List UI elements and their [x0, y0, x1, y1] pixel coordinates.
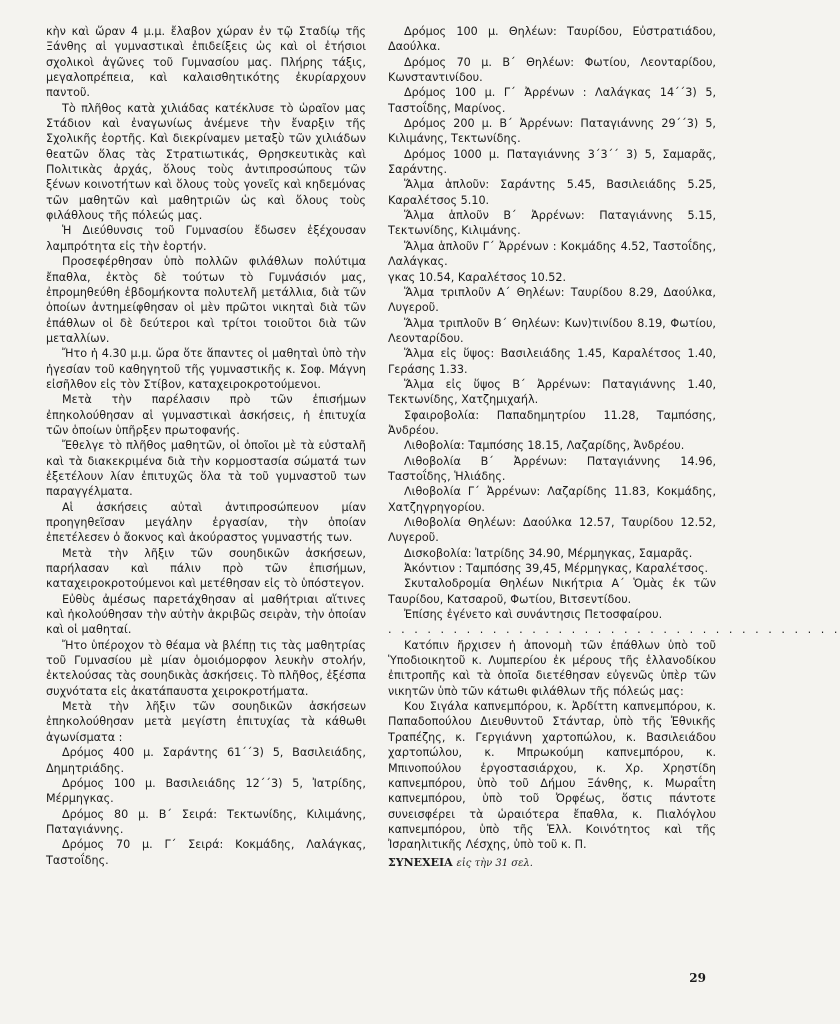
paragraph: Λιθοβολία Θηλέων: Δαούλκα 12.57, Ταυρίδου 12.52, Λυγεροῦ. — [388, 516, 716, 545]
paragraph: Κατόπιν ἤρχισεν ἡ ἀπονομὴ τῶν ἐπάθλων ὑπὸ τοῦ Ὑποδιοικητοῦ κ. Λυμπερίου ἐκ μέρους τῆς ἑλλανοδίκου ἐπιτροπῆς καὶ τὰ ὁποῖα διετέθησαν εὐγενῶς ὑπὲρ τῶν νικητῶν ὑπὸ τῶν κάτωθι φιλάθλων τῆς πόλεώς μας: — [388, 638, 716, 698]
paragraph: Δρόμος 70 μ. Β΄ Θηλέων: Φωτίου, Λεονταρίδου, Κωνσταντινίδου. — [388, 55, 716, 85]
paragraph: Ἡ Διεύθυνσις τοῦ Γυμνασίου ἔδωσεν ἐξέχουσαν λαμπρότητα εἰς τὴν ἑορτήν. — [46, 224, 366, 253]
paragraph: Ἅλμα ἁπλοῦν: Σαράντης 5.45, Βασιλειάδης 5.25, Καραλέτσος 5.10. — [388, 178, 716, 207]
paragraph: Ἔθελγε τὸ πλῆθος μαθητῶν, οἱ ὁποῖοι μὲ τὰ εὐσταλῆ καὶ τὰ διακεκριμένα διὰ τὴν κορμοστασία σώματά των ἐξετέλουν λίαν ἐπιτυχῶς ὅλα τὰ τοῦ γυμναστοῦ των παραγγέλματα. — [46, 439, 366, 499]
paragraph: Ἤτο ἡ 4.30 μ.μ. ὥρα ὅτε ἅπαντες οἱ μαθηταὶ ὑπὸ τὴν ἡγεσίαν τοῦ καθηγητοῦ τῆς γυμναστικῆς κ. Σοφ. Μάγνη εἰσῆλθον εἰς τὸν Στίβον, καταχειροκροτούμενοι. — [46, 347, 366, 391]
paragraph: Δρόμος 1000 μ. Παταγιάννης 3΄3΄΄ 3) 5, Σαμαρᾶς, Σαράντης. — [388, 147, 716, 177]
paragraph: . . . . . . . . . . . . . . . . . . . . . . . . . . . . . . . . . . . — [388, 623, 840, 637]
paragraph: Τὸ πλῆθος κατὰ χιλιάδας κατέκλυσε τὸ ὡραῖον μας Στάδιον καὶ ἐναγωνίως ἀνέμενε τὴν ἔναρξιν τῆς Σχολικῆς ἑορτῆς. Καὶ διεκρίναμεν μεταξὺ τῶν χιλιάδων θεατῶν ὅλας τὰς Στρατιωτικάς, Θρησκευτικὰς καὶ Πολιτικὰς ἀρχάς, ὅλους τοὺς ἀντιπροσώπους τῶν ξένων κοινοτήτων καὶ ὅλους τοὺς γονεῖς καὶ κηδεμόνας τῶν μαθητῶν καὶ μαθητριῶν ὡς καὶ ὅλους τοὺς φιλάθλους τῆς πόλεώς μας. — [46, 101, 366, 223]
paragraph: Λιθοβολία: Ταμπόσης 18.15, Λαζαρίδης, Ἀνδρέου. — [404, 439, 685, 453]
paragraph: γκας 10.54, Καραλέτσος 10.52. — [388, 270, 567, 284]
page-number: 29 — [689, 971, 706, 985]
paragraph: Ἅλμα τριπλοῦν Β΄ Θηλέων: Κων)τινίδου 8.19, Φωτίου, Λεονταρίδου. — [388, 316, 716, 345]
paragraph: Λιθοβολία Β΄ Ἀρρένων: Παταγιάννης 14.96, Ταστοΐδης, Ἡλιάδης. — [388, 454, 716, 483]
paragraph: Δρόμος 70 μ. Γ΄ Σειρά: Κοκμάδης, Λαλάγκας, Ταστοΐδης. — [46, 838, 366, 867]
paragraph: Ἅλμα εἰς ὕψος Β΄ Ἀρρένων: Παταγιάννης 1.40, Τεκτωνίδης, Χατζημιχαήλ. — [388, 377, 716, 407]
paragraph: Προσεφέρθησαν ὑπὸ πολλῶν φιλάθλων πολύτιμα ἔπαθλα, ἐκτὸς δὲ τούτων τὸ Γυμνάσιόν μας, ἐπρομηθεύθη ἑβδομήκοντα πολυτελῆ μετάλλια, διὰ τῶν ὁποίων ἀντημείφθησαν οἱ μὲν πρῶτοι νικηταὶ διὰ τῶν ἐπάθλων οἱ δὲ δεύτεροι καὶ τρίτοι τοιοῦτοι διὰ τῶν μεταλλίων. — [46, 255, 366, 345]
continuation-label: ΣΥΝΕΧΕΙΑ — [388, 855, 453, 869]
paragraph: Ἐπίσης ἐγένετο καὶ συνάντησις Πετοσφαίρου. — [404, 608, 663, 622]
paragraph: Αἱ ἀσκήσεις αὐταὶ ἀντιπροσώπευον μίαν προηγηθεῖσαν μεγάλην ἐργασίαν, τὴν ὁποίαν ἐπετέλεσεν ὁ ἄοκνος καὶ ἀκούραστος γυμναστής των. — [46, 500, 366, 545]
paragraph: κὴν καὶ ὥραν 4 μ.μ. ἔλαβον χώραν ἐν τῷ Σταδίῳ τῆς Ξάνθης αἱ γυμναστικαὶ ἐπιδείξεις ὡς καὶ οἱ ἐτήσιοι σχολικοὶ ἀγῶνες τοῦ Γυμνασίου μας. Πλήρης τάξις, μεγαλοπρέπεια, καὶ καλαισθητικότης ἐκυρίαρχουν παντοῦ. — [46, 25, 366, 100]
paragraph: Σκυταλοδρομία Θηλέων Νικήτρια Α΄ Ὁμὰς ἐκ τῶν Ταυρίδου, Κατσαροῦ, Φωτίου, Βιτσεντίδου. — [388, 577, 716, 606]
paragraph: Δρόμος 80 μ. Β΄ Σειρά: Τεκτωνίδης, Κιλιμάνης, Παταγιάννης. — [46, 807, 366, 836]
right-column — [388, 24, 840, 871]
paragraph: Μετὰ τὴν παρέλασιν πρὸ τῶν ἐπισήμων ἐπηκολούθησαν αἱ γυμναστικαὶ ἀσκήσεις, ἡ ἐπιτυχία τῶν ὁποίων ὑπῆρξεν πρωτοφανής. — [46, 393, 366, 437]
continuation-text: εἰς τὴν 31 σελ. — [456, 857, 533, 869]
paragraph: Δρόμος 200 μ. Β΄ Ἀρρένων: Παταγιάννης 29΄΄3) 5, Κιλιμάνης, Τεκτωνίδης. — [388, 117, 716, 146]
paragraph: Ἅλμα εἰς ὕψος: Βασιλειάδης 1.45, Καραλέτσος 1.40, Γεράσης 1.33. — [388, 347, 716, 376]
paragraph: Δρόμος 100 μ. Γ΄ Ἀρρένων : Λαλάγκας 14΄΄3) 5, Ταστοΐδης, Μαρίνος. — [388, 86, 716, 115]
paragraph: Δρόμος 100 μ. Βασιλειάδης 12΄΄3) 5, Ἰατρίδης, Μέρμηγκας. — [46, 776, 366, 806]
continuation-note — [388, 855, 716, 871]
paragraph: Εὐθὺς ἀμέσως παρετάχθησαν αἱ μαθήτριαι αἵτινες καὶ ἠκολούθησαν τὴν αὐτὴν ἀκριβῶς σειρὰν, τὴν ὁποίαν καὶ οἱ μαθηταί. — [46, 592, 366, 637]
paragraph: Ἅλμα ἁπλοῦν Γ΄ Ἀρρένων : Κοκμάδης 4.52, Ταστοΐδης, Λαλάγκας. — [388, 239, 716, 269]
paragraph: Ἀκόντιον : Ταμπόσης 39,45, Μέρμηγκας, Καραλέτσος. — [404, 562, 709, 576]
paragraph: Σφαιροβολία: Παπαδημητρίου 11.28, Ταμπόσης, Ἀνδρέου. — [388, 408, 716, 437]
paragraph: Μετὰ τὴν λῆξιν τῶν σουηδικῶν ἀσκήσεων, παρήλασαν καὶ πάλιν πρὸ τῶν ἐπισήμων, καταχειροκροτούμενοι καὶ μετέθησαν εἰς τὸ ὑπόστεγον. — [46, 546, 366, 591]
paragraph: Ἅλμα ἁπλοῦν Β΄ Ἀρρένων: Παταγιάννης 5.15, Τεκτωνίδης, Κιλιμάνης. — [388, 209, 716, 238]
paragraph: Δισκοβολία: Ἰατρίδης 34.90, Μέρμηγκας, Σαμαρᾶς. — [404, 546, 693, 560]
paragraph: Ἤτο ὑπέροχον τὸ θέαμα νὰ βλέπῃ τις τὰς μαθητρίας τοῦ Γυμνασίου μὲ μίαν ὁμοιόμορφον λευκὴν στολήν, ἐκτελούσας τὰς σουηδικὰς ἀσκήσεις. Τὸ πλῆθος, ἐξέσπα συχνότατα εἰς ἀκατάπαυστα χειροκροτήματα. — [46, 638, 366, 698]
paragraph: Δρόμος 100 μ. Θηλέων: Ταυρίδου, Εὐστρατιάδου, Δαούλκα. — [388, 25, 716, 54]
paragraph: Μετὰ τὴν λῆξιν τῶν σουηδικῶν ἀσκήσεων ἐπηκολούθησαν μετὰ μεγίστη ἐπιτυχίας τὰ κάθωθι ἀγωνίσματα : — [46, 700, 366, 744]
paragraph: Λιθοβολία Γ΄ Ἀρρένων: Λαζαρίδης 11.83, Κοκμάδης, Χατζηγρηγορίου. — [388, 485, 716, 514]
paragraph: Κου Σιγάλα καπνεμπόρου, κ. Ἀρδίττη καπνεμπόρου, κ. Παπαδοπούλου Διευθυντοῦ Στάνταρ, ὑπὸ τῆς Ἐθνικῆς Τραπέζης, κ. Γεργιάννη χαρτοπώλου, κ. Βασιλειάδου χαρτοπώλου, κ. Μπρωκούμη καπνεμπόρου, κ. Μπινοπούλου ἐργοστασιάρχου, κ. Χρ. Χρηστίδη καπνεμπόρου, ὑπὸ τοῦ Δήμου Ξάνθης, κ. Μωραΐτη καπνεμπόρου, ὑπὸ τοῦ Ὀρφέως, ὅστις πάντοτε συνεισφέρει τὰ ὡραιότερα ἔπαθλα, κ. Πιαλόγλου καπνεμπόρου, ὑπὸ τῆς Ἑλλ. Κοινότητος καὶ τῆς Ἰσραηλιτικῆς Λέσχης, ὑπὸ τοῦ κ. Π. — [388, 700, 716, 852]
paragraph: Ἅλμα τριπλοῦν Α΄ Θηλέων: Ταυρίδου 8.29, Δαούλκα, Λυγεροῦ. — [388, 285, 716, 315]
left-column — [46, 24, 366, 868]
paragraph: Δρόμος 400 μ. Σαράντης 61΄΄3) 5, Βασιλειάδης, Δημητριάδης. — [46, 746, 366, 775]
